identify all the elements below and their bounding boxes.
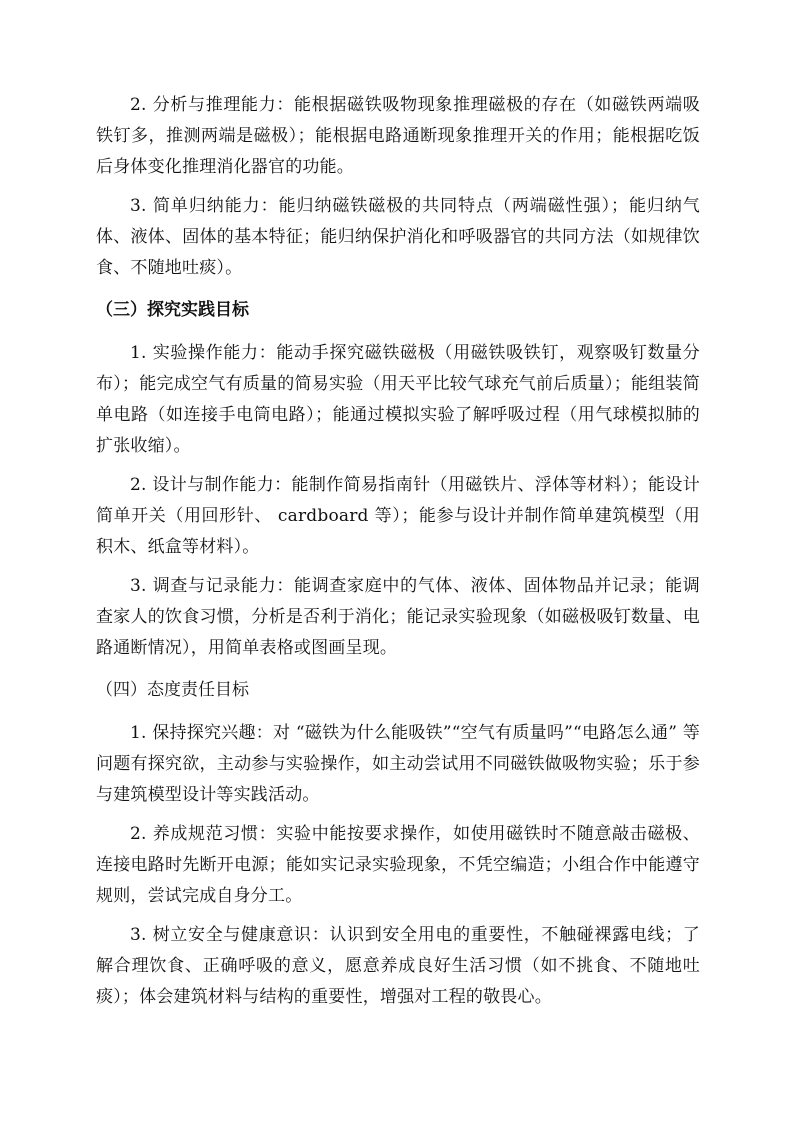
- section-heading-inquiry-practice: （三）探究实践目标: [96, 300, 249, 320]
- paragraph-survey-recording: 3. 调查与记录能力：能调查家庭中的气体、液体、固体物品并记录；能调查家人的饮食习惯，分析是否利于消化；能记录实验现象（如磁极吸钉数量、电路通断情况），用简单表格或图画呈现。: [96, 576, 700, 658]
- paragraph-standard-habits: 2. 养成规范习惯：实验中能按要求操作，如使用磁铁时不随意敲击磁极、连接电路时先断开电源；能如实记录实验现象，不凭空编造；小组合作中能遵守规则，尝试完成自身分工。: [96, 824, 700, 906]
- paragraph-simple-induction: 3. 简单归纳能力：能归纳磁铁磁极的共同特点（两端磁性强）；能归纳气体、液体、固体的基本特征；能归纳保护消化和呼吸器官的共同方法（如规律饮食、不随地吐痰）。: [96, 196, 700, 278]
- section-heading-attitude-responsibility: （四）态度责任目标: [96, 680, 249, 700]
- paragraph-safety-health: 3. 树立安全与健康意识：认识到安全用电的重要性，不触碰裸露电线；了解合理饮食、正确呼吸的意义，愿意养成良好生活习惯（如不挑食、不随地吐痰）；体会建筑材料与结构的重要性，增强对工程的敬畏心。: [96, 925, 700, 1007]
- document-body: [96, 90, 700, 1021]
- paragraph-design-making: 2. 设计与制作能力：能制作简易指南针（用磁铁片、浮体等材料）；能设计简单开关（用回形针、 cardboard 等）；能参与设计并制作简单建筑模型（用积木、纸盒等材料）。: [96, 475, 700, 557]
- paragraph-inquiry-interest: 1. 保持探究兴趣：对 “磁铁为什么能吸铁”“空气有质量吗”“电路怎么通” 等问题有探究欲，主动参与实验操作，如主动尝试用不同磁铁做吸物实验；乐于参与建筑模型设计等实践活动。: [96, 723, 700, 805]
- paragraph-analysis-reasoning: 2. 分析与推理能力：能根据磁铁吸物现象推理磁极的存在（如磁铁两端吸铁钉多，推测两端是磁极）；能根据电路通断现象推理开关的作用；能根据吃饭后身体变化推理消化器官的功能。: [96, 95, 700, 177]
- paragraph-experiment-operation: 1. 实验操作能力：能动手探究磁铁磁极（用磁铁吸铁钉，观察吸钉数量分布）；能完成空气有质量的简易实验（用天平比较气球充气前后质量）；能组装简单电路（如连接手电筒电路）；能通过模拟实验了解呼吸过程（用气球模拟肺的扩张收缩）。: [96, 343, 700, 456]
